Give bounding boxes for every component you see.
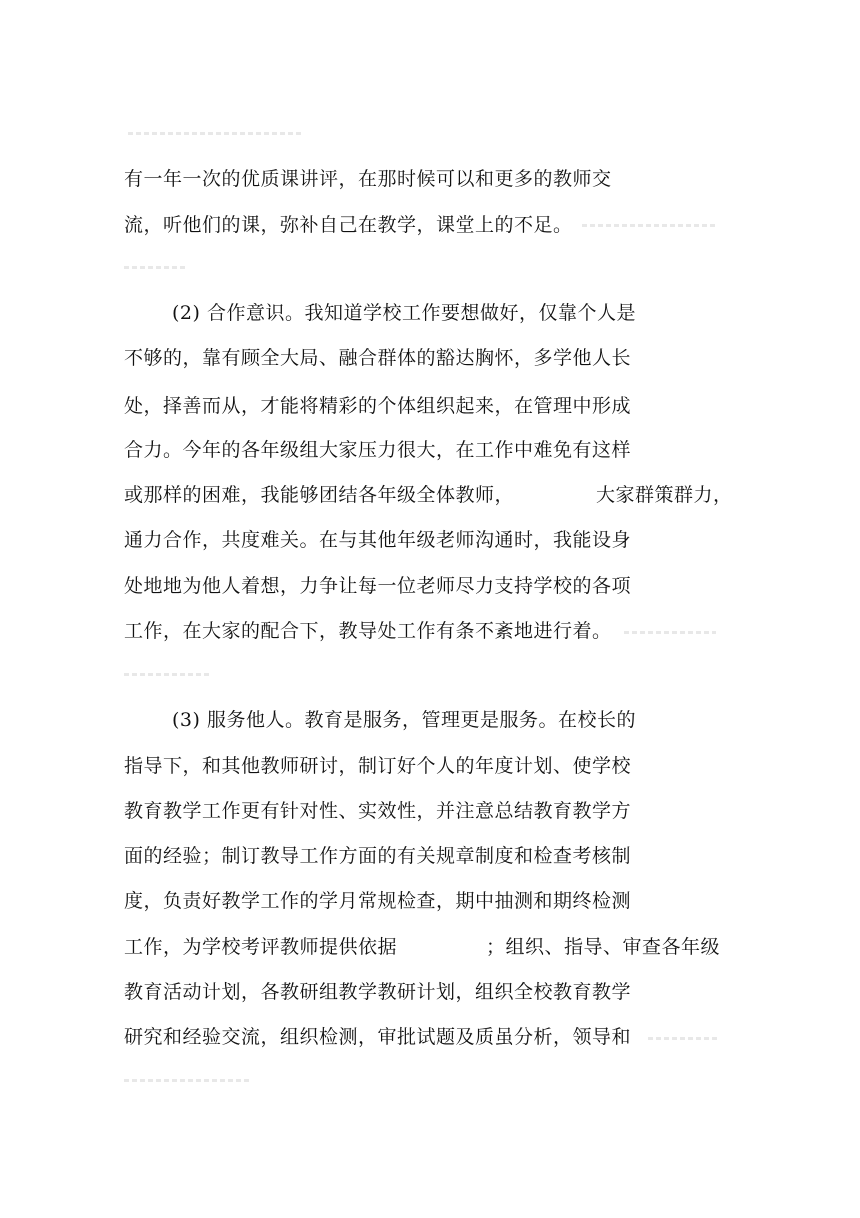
text-line: (2) 合作意识。我知道学校工作要想做好，仅靠个人是 (172, 302, 636, 324)
faint-mark (128, 132, 303, 135)
faint-mark (124, 673, 212, 676)
text-line: 不够的，靠有顾全大局、融合群体的豁达胸怀，多学他人长 (124, 347, 632, 369)
text-line: 有一年一次的优质课讲评，在那时候可以和更多的教师交 (124, 168, 612, 190)
text-line: 教育教学工作更有针对性、实效性，并注意总结教育教学方 (124, 800, 632, 822)
text-line: 合力。今年的各年级组大家压力很大，在工作中难免有这样 (124, 439, 632, 461)
faint-mark (648, 1037, 718, 1040)
faint-mark (124, 266, 188, 269)
faint-mark (624, 631, 716, 634)
text-line: 或那样的困难，我能够团结各年级全体教师， (124, 484, 515, 506)
text-line: 工作，为学校考评教师提供依据 (124, 936, 398, 958)
text-line: 工作，在大家的配合下，教导处工作有条不紊地进行着。 (124, 620, 612, 642)
text-line: 教育活动计划，各教研组教学教研计划，组织全校教育教学 (124, 981, 632, 1003)
text-line: 研究和经验交流，组织检测，审批试题及质虽分析，领导和 (124, 1026, 632, 1048)
text-line: 大家群策群力， (596, 484, 733, 506)
text-line: 处，择善而从，才能将精彩的个体组织起来，在管理中形成 (124, 395, 632, 417)
faint-mark (582, 224, 718, 227)
text-line: 指导下，和其他教师研讨，制订好个人的年度计划、使学校 (124, 755, 632, 777)
text-line: 流，听他们的课，弥补自己在教学，课堂上的不足。 (124, 214, 573, 236)
text-line: (3) 服务他人。教育是服务，管理更是服务。在校长的 (172, 709, 636, 731)
text-line: 度，负责好教学工作的学月常规检查，期中抽测和期终检测 (124, 890, 632, 912)
text-line: 面的经验；制订教导工作方面的有关规章制度和检查考核制 (124, 845, 632, 867)
faint-mark (124, 1079, 252, 1082)
text-line: 处地地为他人着想，力争让每一位老师尽力支持学校的各项 (124, 575, 632, 597)
text-line: 通力合作，共度难关。在与其他年级老师沟通时，我能设身 (124, 529, 632, 551)
text-line: ；组织、指导、审查各年级 (486, 936, 721, 958)
